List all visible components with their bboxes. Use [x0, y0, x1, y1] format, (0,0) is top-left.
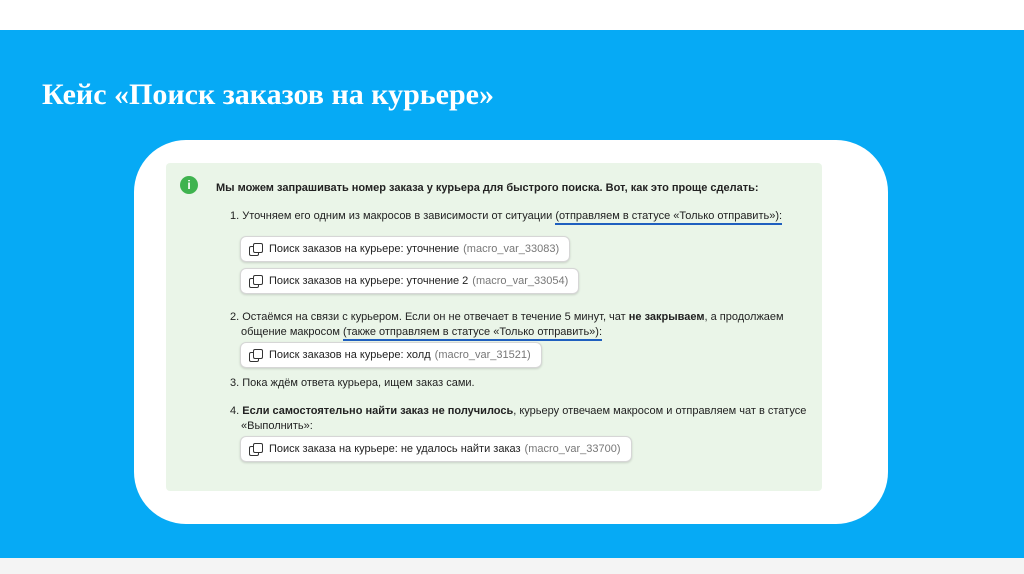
macro-chip[interactable]	[240, 436, 632, 462]
step-4	[230, 404, 806, 418]
step-number: 4.	[230, 405, 240, 417]
macro-chip[interactable]	[240, 236, 570, 262]
step-1	[230, 209, 782, 223]
macro-label: Поиск заказа на курьере: не удалось найти заказ	[269, 443, 521, 455]
macro-chip[interactable]	[240, 268, 579, 294]
step-4-line-2: «Выполнить»:	[241, 420, 313, 432]
macro-label: Поиск заказов на курьере: уточнение 2	[269, 275, 469, 287]
step-text-continued: , а продолжаем	[704, 311, 784, 323]
copy-icon	[249, 275, 262, 288]
info-icon: i	[180, 176, 198, 194]
macro-label: Поиск заказов на курьере: холд	[269, 349, 431, 361]
step-text: Остаёмся на связи с курьером. Если он не отвечает в течение 5 минут, чат	[242, 311, 626, 323]
status-hint: (также отправляем в статусе «Только отправить»):	[343, 326, 602, 341]
step-number: 2.	[230, 311, 240, 323]
step-text: , курьеру отвечаем макросом и отправляем чат в статусе	[513, 405, 807, 417]
copy-icon	[249, 243, 262, 256]
slide-title: Кейс «Поиск заказов на курьере»	[42, 78, 494, 111]
macro-code: (macro_var_31521)	[434, 349, 531, 361]
copy-icon	[249, 443, 262, 456]
step-text: Пока ждём ответа курьера, ищем заказ сами.	[242, 377, 475, 389]
slide-bottom-strip	[0, 558, 1024, 574]
step-emphasis: Если самостоятельно найти заказ не получилось	[242, 405, 514, 417]
macro-label: Поиск заказов на курьере: уточнение	[269, 243, 460, 255]
step-3	[230, 376, 475, 390]
step-text: общение макросом	[241, 326, 340, 338]
macro-code: (macro_var_33083)	[463, 243, 560, 255]
step-2	[230, 310, 784, 324]
step-text: Уточняем его одним из макросов в зависимости от ситуации	[242, 210, 553, 222]
status-hint: (отправляем в статусе «Только отправить»):	[555, 210, 782, 225]
step-2-line-2	[241, 325, 602, 339]
copy-icon	[249, 349, 262, 362]
step-number: 1.	[230, 210, 240, 222]
step-number: 3.	[230, 377, 240, 389]
step-emphasis: не закрываем	[628, 311, 705, 323]
note-intro: Мы можем запрашивать номер заказа у курьера для быстрого поиска. Вот, как это проще сделать:	[216, 182, 759, 194]
macro-code: (macro_var_33054)	[472, 275, 569, 287]
macro-chip[interactable]	[240, 342, 542, 368]
macro-code: (macro_var_33700)	[524, 443, 621, 455]
